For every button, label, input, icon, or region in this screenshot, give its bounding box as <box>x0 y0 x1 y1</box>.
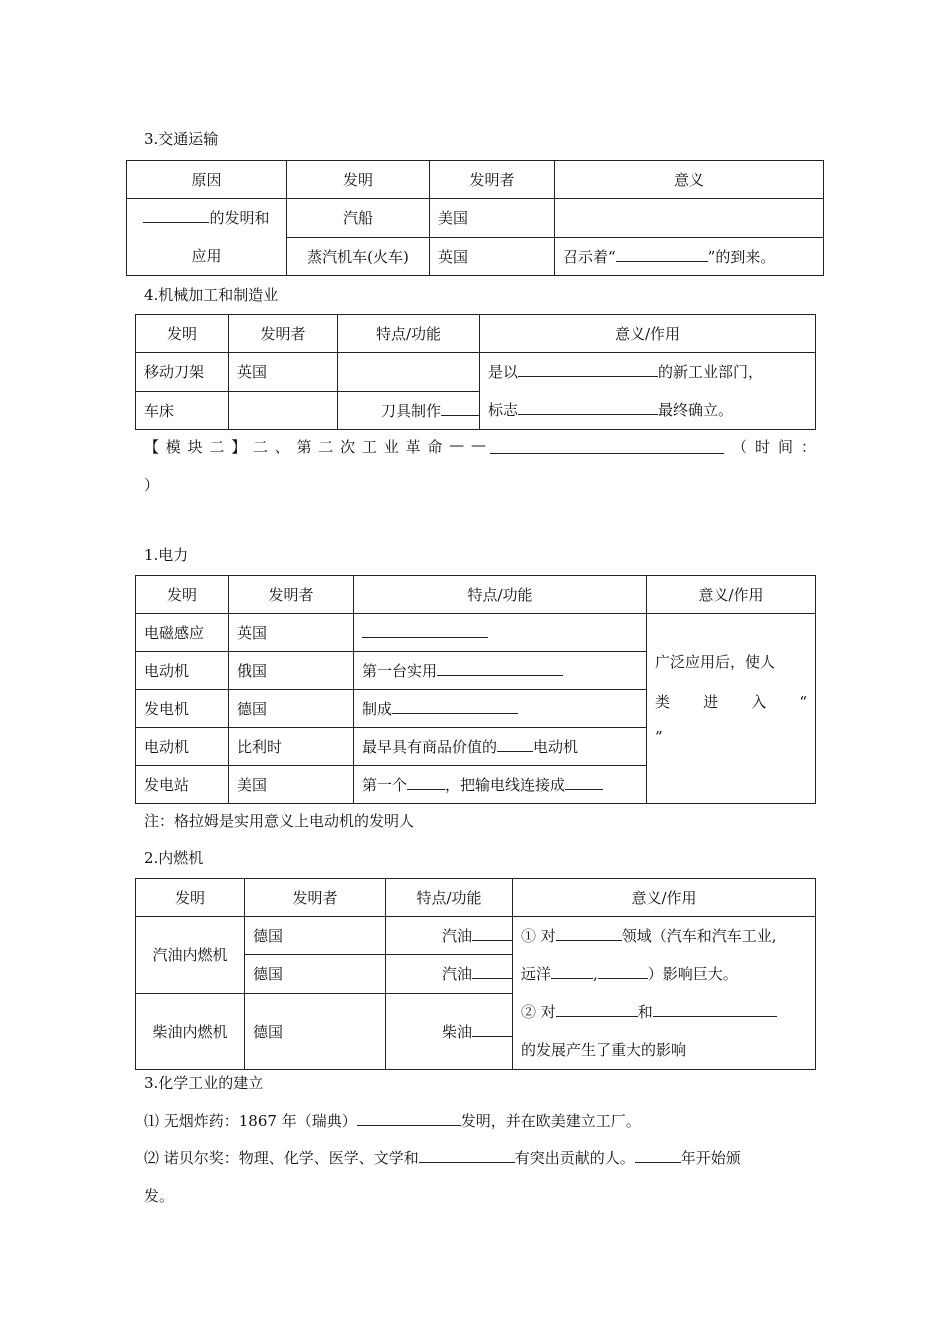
inventor-cell: 英国 <box>229 614 354 652</box>
heading-char: — <box>449 436 465 454</box>
heading-char: 块 <box>187 438 203 456</box>
blank-line <box>598 964 648 979</box>
feature-cell <box>338 353 480 392</box>
inventor-cell: 美国 <box>430 199 555 238</box>
module-two-heading-close: ） <box>144 476 160 494</box>
invention-cell: 发电机 <box>136 690 229 728</box>
heading-char: 次 <box>340 438 356 456</box>
chemical-line-3: 发。 <box>144 1187 175 1205</box>
meaning-cell <box>647 614 816 804</box>
header-meaning: 意义/作用 <box>513 879 816 917</box>
meaning-text: 的新工业部门， <box>658 363 764 381</box>
heading-char: 二 <box>252 438 268 456</box>
line-text: 有突出贡献的人。 <box>514 1149 635 1167</box>
meaning-cell <box>555 237 824 276</box>
inventor-cell: 德国 <box>245 993 386 1070</box>
meaning-line <box>521 955 807 993</box>
blank-line <box>497 737 533 752</box>
blank-line <box>472 926 512 941</box>
blank-line <box>635 1148 681 1163</box>
inventor-cell: 德国 <box>229 690 354 728</box>
blank-line <box>419 1148 515 1163</box>
heading-char: 第 <box>296 438 312 456</box>
header-meaning: 意义/作用 <box>480 315 816 353</box>
header-invention: 发明 <box>136 879 245 917</box>
blank-line <box>357 1111 461 1126</box>
feature-cell <box>386 955 513 993</box>
inventor-cell: 俄国 <box>229 652 354 690</box>
invention-cell: 柴油内燃机 <box>136 993 245 1070</box>
invention-cell: 汽油内燃机 <box>136 917 245 994</box>
feature-text: 第一个 <box>362 776 408 794</box>
feature-text: 第一台实用 <box>362 662 438 680</box>
meaning-text: 最终确立。 <box>658 401 734 419</box>
header-inventor: 发明者 <box>430 161 555 199</box>
reason-cell <box>127 199 287 276</box>
blank-line <box>565 775 603 790</box>
line-text: ⑴ 无烟炸药：1867 年（瑞典） <box>144 1112 357 1130</box>
inventor-cell: 德国 <box>245 917 386 955</box>
meaning-text: 标志 <box>488 401 519 419</box>
blank-line <box>472 1022 512 1037</box>
meaning-suffix: ”的到来。 <box>707 247 776 266</box>
invention-cell: 移动刀架 <box>136 353 229 392</box>
meaning-text: , <box>593 965 598 983</box>
module-two-heading <box>144 436 816 457</box>
feature-cell <box>354 614 647 652</box>
machinery-table <box>135 314 816 430</box>
chemical-line-1 <box>144 1110 641 1131</box>
invention-cell: 电动机 <box>136 728 229 766</box>
blank-line <box>392 699 518 714</box>
feature-text: ，把输电线连接成 <box>445 776 566 794</box>
feature-text: 汽油 <box>441 927 472 946</box>
meaning-text: ② 对 <box>521 1003 556 1021</box>
line-text: ⑵ 诺贝尔奖：物理、化学、医学、文学和 <box>144 1149 419 1167</box>
header-feature: 特点/功能 <box>354 576 647 614</box>
inventor-cell: 德国 <box>245 955 386 993</box>
blank-line <box>490 439 724 454</box>
reason-suffix: 的发明和 <box>209 209 270 227</box>
heading-char: 】 <box>231 438 247 456</box>
meaning-cell <box>480 353 816 430</box>
invention-cell: 车床 <box>136 391 229 430</box>
heading-char: ： <box>800 438 816 456</box>
feature-text: 最早具有商品价值的 <box>362 738 498 756</box>
heading-char: 革 <box>405 438 421 456</box>
invention-cell: 蒸汽机车(火车) <box>287 237 430 276</box>
inventor-cell: 美国 <box>229 766 354 804</box>
feature-text: 电动机 <box>533 738 579 756</box>
blank-line <box>556 1002 638 1017</box>
feature-cell <box>354 728 647 766</box>
feature-text: 制成 <box>362 700 393 718</box>
blank-line <box>616 247 708 262</box>
section-heading-transport: 3.交通运输 <box>144 130 219 148</box>
line-text: 年开始颁 <box>680 1149 741 1167</box>
feature-text: 刀具制作 <box>380 401 441 420</box>
heading-char: 业 <box>383 438 399 456</box>
feature-text: 汽油 <box>441 965 472 984</box>
blank-line <box>551 964 593 979</box>
electricity-table <box>135 575 816 804</box>
section-heading-electricity: 1.电力 <box>144 546 189 564</box>
heading-char: 间 <box>777 438 793 456</box>
header-inventor: 发明者 <box>229 576 354 614</box>
reason-line2: 应用 <box>191 247 222 265</box>
meaning-char: “ <box>799 693 807 711</box>
feature-cell <box>338 391 480 430</box>
meaning-cell <box>555 199 824 238</box>
header-meaning: 意义/作用 <box>647 576 816 614</box>
blank-line <box>518 362 658 377</box>
heading-char: 二 <box>318 438 334 456</box>
heading-char: 二 <box>209 438 225 456</box>
heading-char: 【 <box>144 438 160 456</box>
meaning-line: 广泛应用后，使人 <box>655 653 776 671</box>
meaning-text: 领域（汽车和汽车工业, <box>621 927 777 945</box>
feature-cell <box>354 766 647 804</box>
meaning-text: 远洋 <box>521 965 552 983</box>
blank-line <box>407 775 445 790</box>
heading-char: 时 <box>754 438 770 456</box>
transport-table <box>126 160 824 276</box>
section-heading-chemical: 3.化学工业的建立 <box>144 1074 264 1092</box>
invention-cell: 电动机 <box>136 652 229 690</box>
blank-line <box>437 661 563 676</box>
meaning-prefix: 召示着“ <box>563 247 616 266</box>
meaning-text: ① 对 <box>521 927 556 945</box>
header-invention: 发明 <box>136 576 229 614</box>
header-invention: 发明 <box>136 315 229 353</box>
inventor-cell <box>229 391 338 430</box>
meaning-text: 和 <box>637 1003 653 1021</box>
meaning-line <box>521 993 807 1031</box>
feature-cell <box>386 993 513 1070</box>
blank-line <box>143 208 209 223</box>
line-text: 发明，并在欧美建立工厂。 <box>460 1112 641 1130</box>
feature-cell <box>386 917 513 955</box>
meaning-line <box>655 682 807 722</box>
heading-char: 工 <box>361 438 377 456</box>
meaning-line: ” <box>655 728 663 746</box>
header-invention: 发明 <box>287 161 430 199</box>
combustion-table <box>135 878 816 1070</box>
inventor-cell: 比利时 <box>229 728 354 766</box>
electricity-note: 注：格拉姆是实用意义上电动机的发明人 <box>144 812 415 830</box>
meaning-cell <box>513 917 816 1070</box>
feature-cell <box>354 690 647 728</box>
blank-line <box>518 400 658 415</box>
chemical-line-2 <box>144 1147 741 1168</box>
meaning-char: 进 <box>703 693 719 711</box>
blank-line <box>472 964 512 979</box>
blank-line <box>653 1002 777 1017</box>
heading-char: （ <box>732 438 748 456</box>
meaning-char: 类 <box>655 693 671 711</box>
meaning-line <box>521 917 807 955</box>
invention-cell: 汽船 <box>287 199 430 238</box>
meaning-line: 的发展产生了重大的影响 <box>521 1041 687 1059</box>
blank-line <box>556 926 622 941</box>
blank-line <box>362 623 488 638</box>
heading-char: — <box>470 436 486 454</box>
meaning-text: 是以 <box>488 363 519 381</box>
inventor-cell: 英国 <box>229 353 338 392</box>
section-heading-combustion: 2.内燃机 <box>144 849 204 867</box>
header-inventor: 发明者 <box>245 879 386 917</box>
header-meaning: 意义 <box>555 161 824 199</box>
header-feature: 特点/功能 <box>386 879 513 917</box>
inventor-cell: 英国 <box>430 237 555 276</box>
feature-text: 柴油 <box>441 1022 472 1041</box>
feature-cell <box>354 652 647 690</box>
heading-char: 、 <box>274 438 290 456</box>
heading-char: 命 <box>427 438 443 456</box>
invention-cell: 电磁感应 <box>136 614 229 652</box>
meaning-text: ）影响巨大。 <box>647 965 738 983</box>
header-feature: 特点/功能 <box>338 315 480 353</box>
heading-char: 模 <box>165 438 181 456</box>
blank-line <box>441 401 479 416</box>
header-reason: 原因 <box>127 161 287 199</box>
invention-cell: 发电站 <box>136 766 229 804</box>
meaning-char: 入 <box>751 693 767 711</box>
header-inventor: 发明者 <box>229 315 338 353</box>
section-heading-machinery: 4.机械加工和制造业 <box>144 286 279 304</box>
